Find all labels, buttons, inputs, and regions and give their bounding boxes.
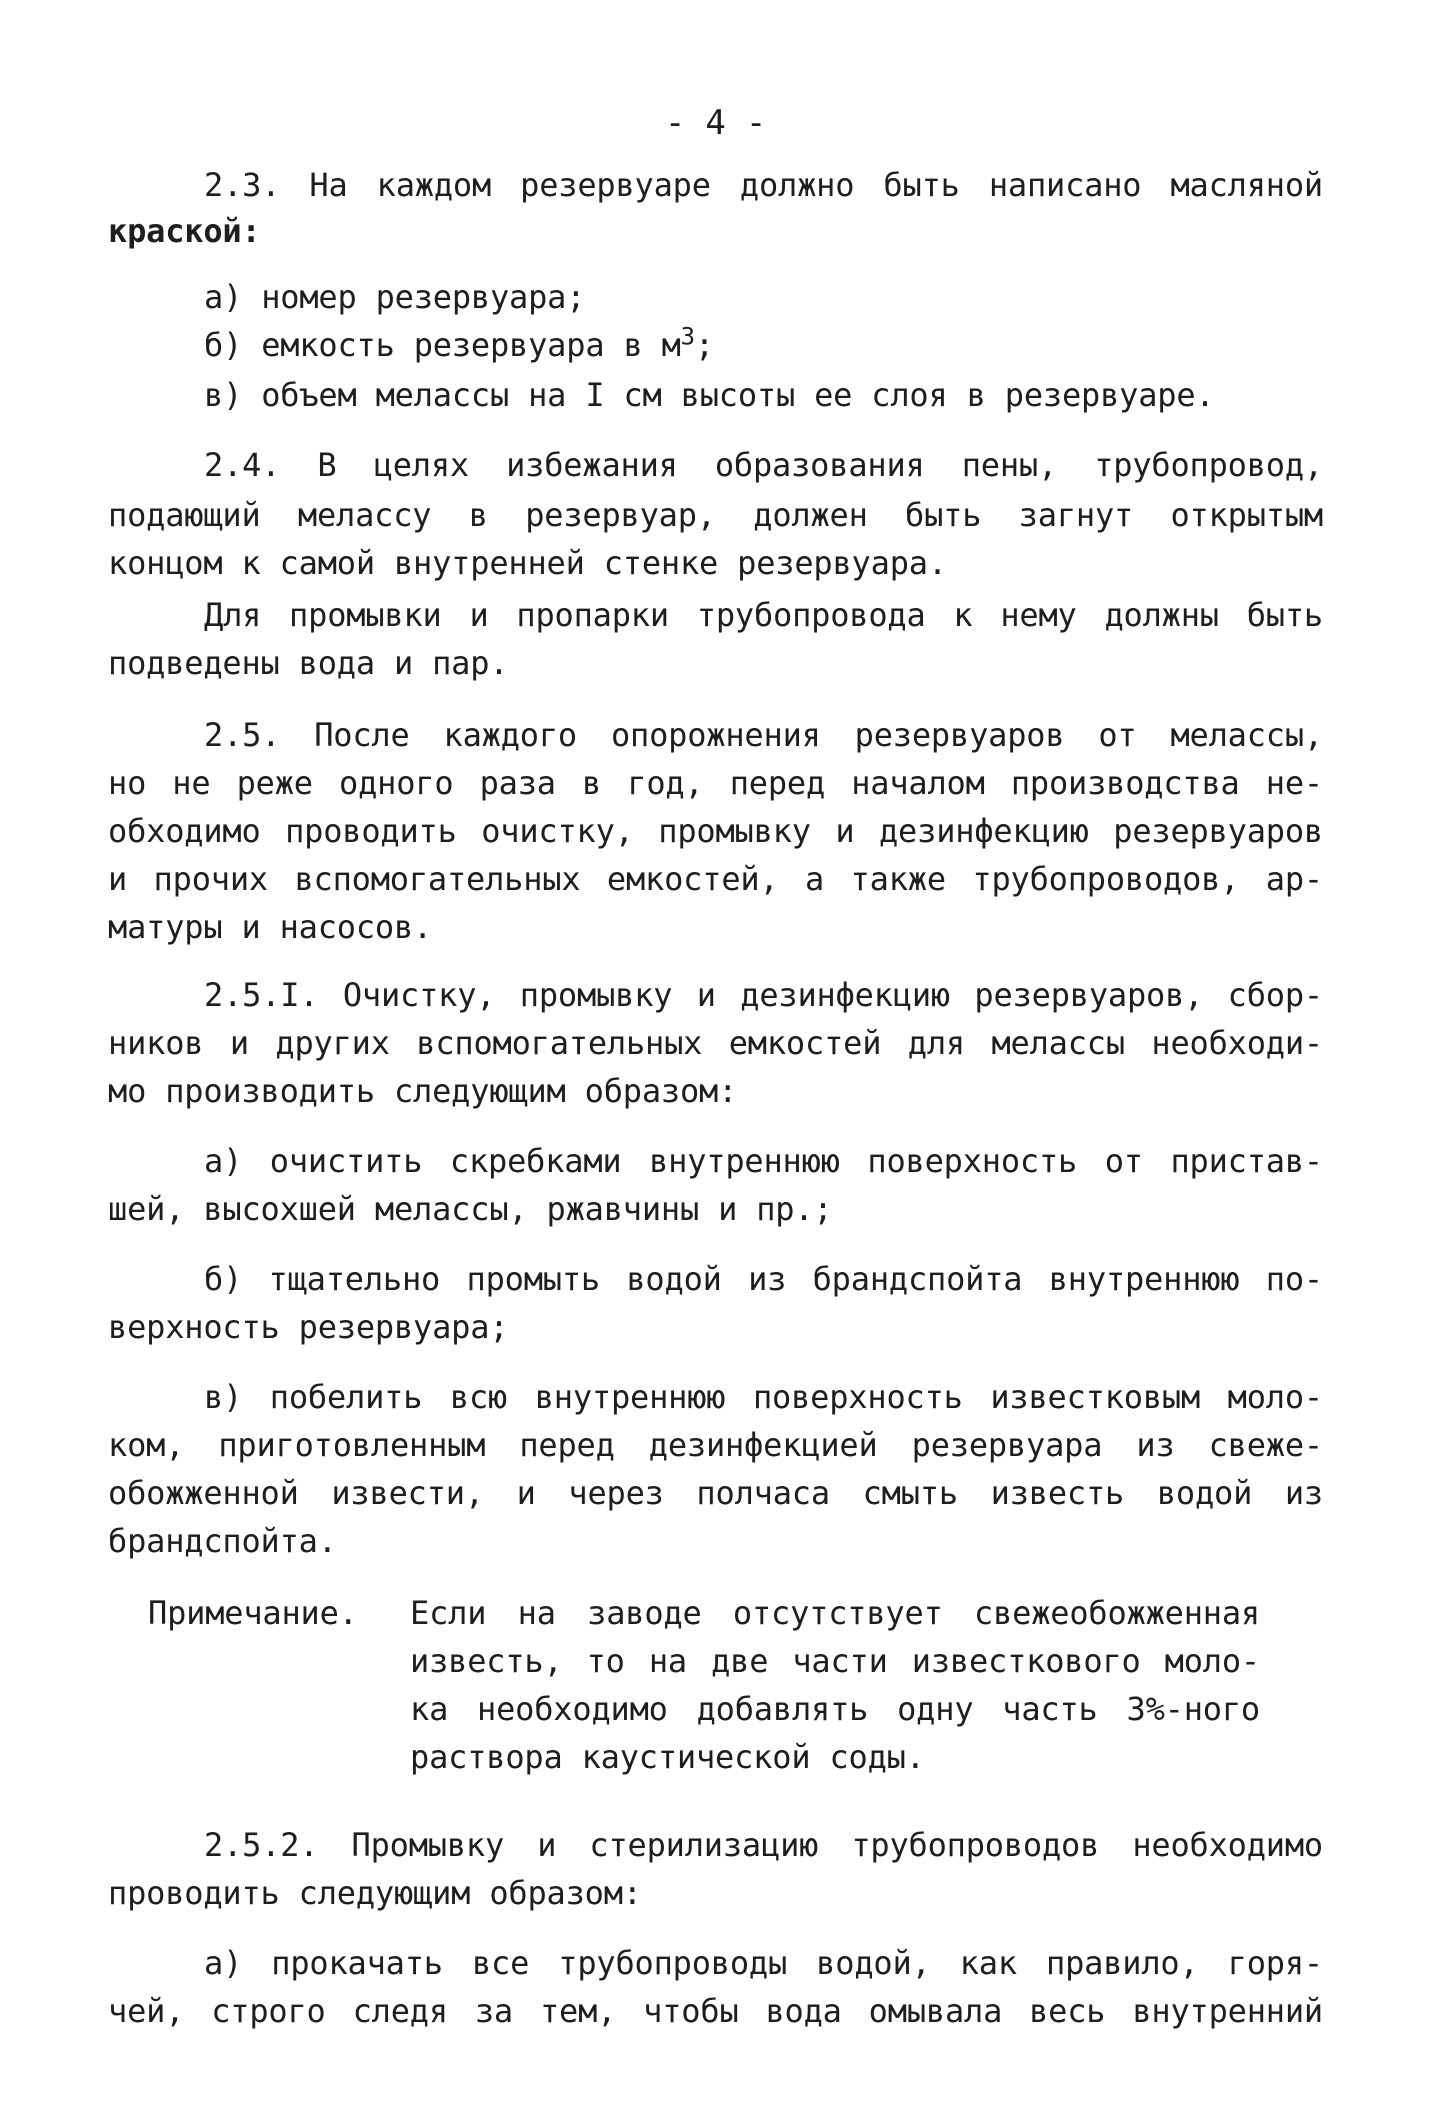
- s251-line-2: ников и других вспомогательных емкостей для мелассы необходи-: [108, 1024, 1323, 1062]
- s23-item-b-tail: ;: [694, 326, 714, 364]
- s251-a-line-1: а) очистить скребками внутреннюю поверхность от пристав-: [204, 1142, 1323, 1180]
- s251-b-line-2: верхность резервуара;: [108, 1308, 509, 1346]
- s25-line-4: и прочих вспомогательных емкостей, а также трубопроводов, ар-: [108, 860, 1323, 898]
- s23-item-b-text: б) емкость резервуара в м: [204, 326, 681, 364]
- s23-item-b: [204, 320, 1323, 370]
- s23-item-b-sup: 3: [680, 322, 695, 351]
- note-label: Примечание.: [148, 1594, 358, 1632]
- s23-item-c: в) объем мелассы на I см высоты ее слоя в резервуаре.: [204, 376, 1215, 414]
- s252-a-line-1: а) прокачать все трубопроводы водой, как правило, горя-: [204, 1944, 1323, 1982]
- s23-line-2: краской:: [108, 212, 261, 250]
- note-line-1: Если на заводе отсутствует свежеобожженная: [410, 1594, 1260, 1632]
- s252-line-2: проводить следующим образом:: [108, 1874, 642, 1912]
- s251-b-line-1: б) тщательно промыть водой из брандспойта внутреннюю по-: [204, 1260, 1323, 1298]
- s251-c-line-4: брандспойта.: [108, 1522, 337, 1560]
- s25-line-3: обходимо проводить очистку, промывку и дезинфекцию резервуаров: [108, 812, 1323, 850]
- page-number: - 4 -: [664, 103, 767, 143]
- s251-line-1: 2.5.I. Очистку, промывку и дезинфекцию резервуаров, сбор-: [204, 976, 1323, 1014]
- s251-a-line-2: шей, высохшей мелассы, ржавчины и пр.;: [108, 1190, 833, 1228]
- s24-line-1: 2.4. В целях избежания образования пены, трубопровод,: [204, 446, 1323, 484]
- s251-c-line-1: в) побелить всю внутреннюю поверхность известковым моло-: [204, 1378, 1323, 1416]
- s24-line-2: подающий мелассу в резервуар, должен быть загнут открытым: [108, 496, 1323, 534]
- s24-p2-line-2: подведены вода и пар.: [108, 644, 509, 682]
- s252-a-line-2: чей, строго следя за тем, чтобы вода омывала весь внутренний: [108, 1992, 1323, 2030]
- note-line-4: раствора каустической соды.: [410, 1738, 925, 1776]
- s23-line-1: 2.3. На каждом резервуаре должно быть написано масляной: [204, 166, 1323, 204]
- s251-c-line-3: обожженной извести, и через полчаса смыть известь водой из: [108, 1474, 1323, 1512]
- note-line-2: известь, то на две части известкового моло-: [410, 1642, 1260, 1680]
- s25-line-1: 2.5. После каждого опорожнения резервуаров от мелассы,: [204, 716, 1323, 754]
- s25-line-2: но не реже одного раза в год, перед началом производства не-: [108, 764, 1323, 802]
- s24-p2-line-1: Для промывки и пропарки трубопровода к нему должны быть: [204, 596, 1323, 634]
- s23-item-a: а) номер резервуара;: [204, 278, 586, 316]
- note-line-3: ка необходимо добавлять одну часть 3%-ного: [410, 1690, 1260, 1728]
- s251-c-line-2: ком, приготовленным перед дезинфекцией резервуара из свеже-: [108, 1426, 1323, 1464]
- s252-line-1: 2.5.2. Промывку и стерилизацию трубопроводов необходимо: [204, 1826, 1323, 1864]
- s25-line-5: матуры и насосов.: [108, 908, 433, 946]
- s24-line-3: концом к самой внутренней стенке резервуара.: [108, 544, 947, 582]
- s251-line-3: мо производить следующим образом:: [108, 1072, 738, 1110]
